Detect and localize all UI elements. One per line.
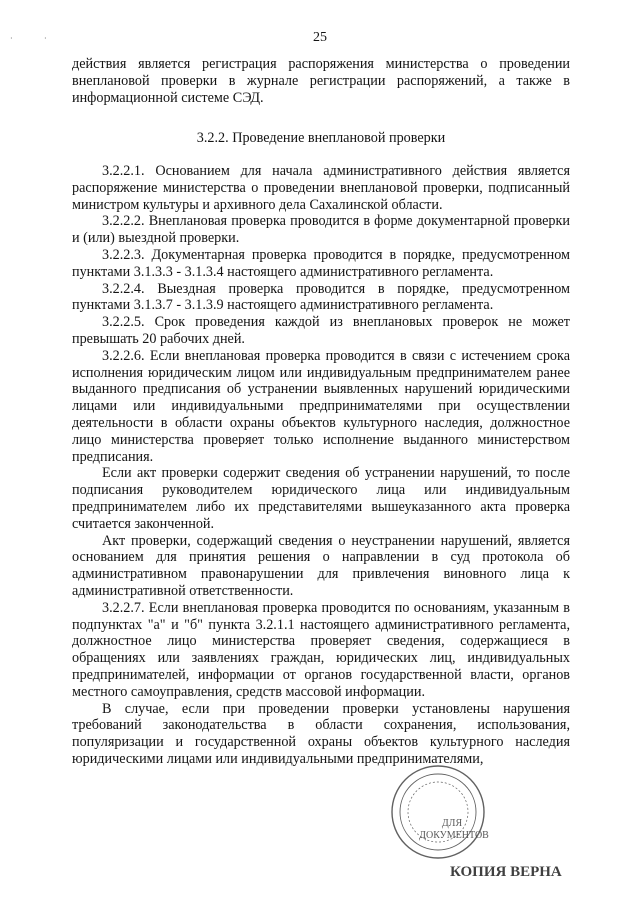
paragraph-3-2-2-3: 3.2.2.3. Документарная проверка проводится в порядке, предусмотренном пунктами 3.1.3.3 - 3.1.3.4 настоящего административного регламента. <box>72 246 570 280</box>
paragraph-3-2-2-2: 3.2.2.2. Внеплановая проверка проводится в форме документарной проверки и (или) выездной проверки. <box>72 213 570 247</box>
intro-block <box>72 56 570 106</box>
seal-rings <box>392 766 484 858</box>
paragraph-act-not-eliminated: Акт проверки, содержащий сведения о неустранении нарушений, является основанием для принятия решения о направлении в суд протокола об административном правонарушении для привлечения виновного лица к административной ответственности. <box>72 532 570 599</box>
stamp-line-1: ДЛЯ <box>441 818 463 829</box>
page-number: 25 <box>313 30 327 45</box>
paragraph-3-2-2-1: 3.2.2.1. Основанием для начала административного действия является распоряжение министерства о проведении внеплановой проверки, подписанный министром культуры и архивного дела Сахалинской области. <box>72 163 570 213</box>
scan-dot-mark: · <box>10 34 13 43</box>
paragraph-3-2-2-6: 3.2.2.6. Если внеплановая проверка проводится в связи с истечением срока исполнения юридическим лицом или индивидуальным предпринимателем ранее выданного предписания об устранении выявленных нарушений юридическими лицами или индивидуальными предпринимателями при осуществлении деятельности в области охраны объектов культурного наследия, должностное лицо министерства проверяет только исполнение выданного министерством предписания. <box>72 347 570 465</box>
body-text <box>72 163 570 768</box>
stamp-copy-label: КОПИЯ ВЕРНА <box>450 864 562 880</box>
scan-dot-mark: · <box>44 34 47 43</box>
section-heading: 3.2.2. Проведение внеплановой проверки <box>196 130 446 146</box>
paragraph-act-eliminated: Если акт проверки содержит сведения об устранении нарушений, то после подписания руководителем юридического лица или индивидуальным предпринимателем либо их представителями вышеуказанного акта проверка считается законченной. <box>72 465 570 532</box>
paragraph-3-2-2-5: 3.2.2.5. Срок проведения каждой из внеплановых проверок не может превышать 20 рабочих дней. <box>72 314 570 347</box>
stamp-line-2: ДОКУМЕНТОВ <box>419 830 489 841</box>
paragraph-3-2-2-4: 3.2.2.4. Выездная проверка проводится в порядке, предусмотренном пунктами 3.1.3.7 - 3.1.3.9 настоящего административного регламента. <box>72 280 570 314</box>
stamp-seal <box>368 752 568 902</box>
intro-paragraph: действия является регистрация распоряжения министерства о проведении внеплановой проверки в журнале регистрации распоряжений, а также в информационной системе СЭД. <box>72 56 570 106</box>
paragraph-violations: В случае, если при проведении проверки установлены нарушения требований законодательства в области сохранения, использования, популяризации и государственной охраны объектов культурного наследия юридическими лицами или индивидуальными предпринимателями, <box>72 700 570 767</box>
paragraph-3-2-2-7: 3.2.2.7. Если внеплановая проверка проводится по основаниям, указанным в подпунктах "а" и "б" пункта 3.2.1.1 настоящего административного регламента, должностное лицо министерства проверяет сведения, содержащиеся в обращениях или заявлениях граждан, юридических лиц, индивидуальных предпринимателей, информации от органов государственной власти, органов местного самоуправления, средств массовой информации. <box>72 599 570 700</box>
